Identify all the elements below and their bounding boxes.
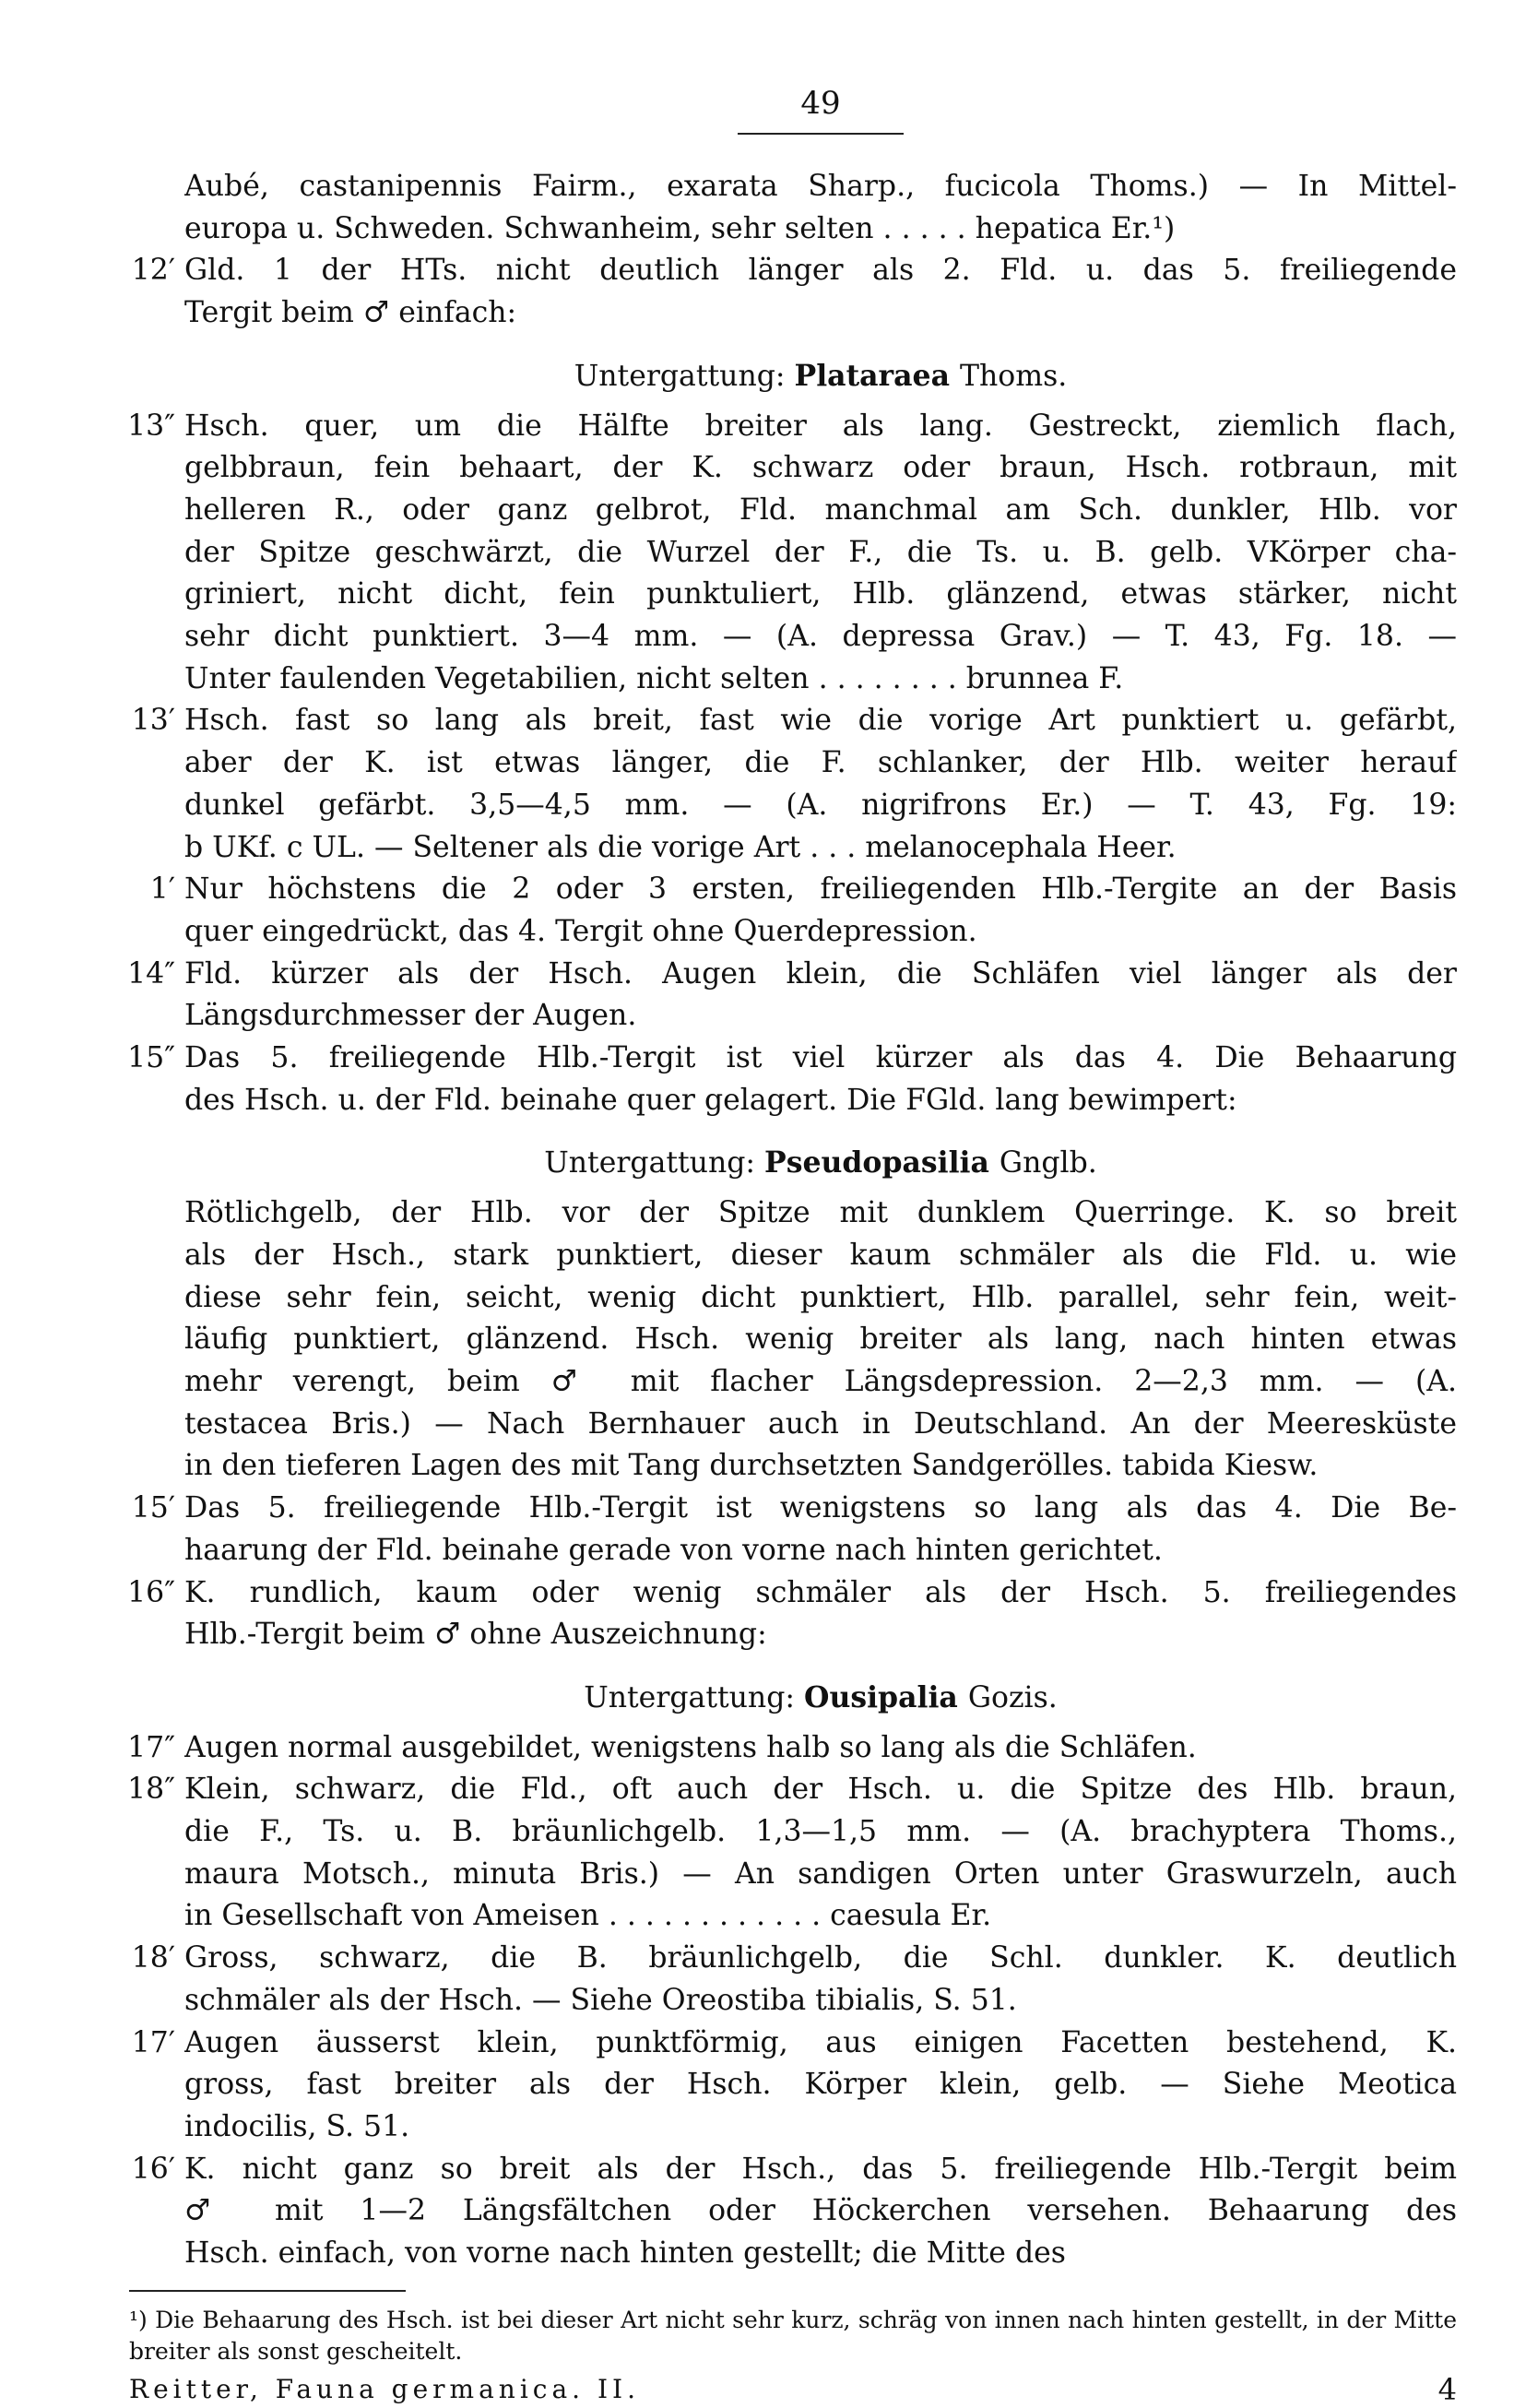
text-line: Tergit beim ♂ einfach: [184,296,517,330]
text-line: haarung der Fld. beinahe gerade von vorne nach hinten gerichtet. [184,1533,1163,1567]
text-line: K. nicht ganz so breit als der Hsch., das 5. freiliegende Hlb.-Tergit beim [184,2152,1457,2186]
text-line: gross, fast breiter als der Hsch. Körper klein, gelb. — Siehe Meotica [184,2068,1457,2102]
couplet-number: 17′ [131,2025,175,2059]
text-line: Klein, schwarz, die Fld., oft auch der Hsch. u. die Spitze des Hlb. braun, [184,1773,1457,1807]
subgenus-author: Gnglb. [999,1146,1097,1180]
text-line: Hsch. quer, um die Hälfte breiter als lang. Gestreckt, ziemlich flach, [184,409,1457,443]
text-line: indocilis, S. 51. [184,2109,410,2143]
couplet-number: 14″ [127,956,175,990]
text-line: des Hsch. u. der Fld. beinahe quer gelagert. Die FGld. lang bewimpert: [184,1083,1237,1117]
subgenus-heading [184,355,1457,398]
key-couplet [129,1488,1457,1572]
text-line: europa u. Schweden. Schwanheim, sehr selten . . . . . hepatica Er.¹) [184,211,1176,245]
couplet-number: 15′ [131,1491,175,1525]
subgenus-author: Gozis. [967,1680,1058,1714]
key-couplet [129,2149,1457,2275]
key-couplet [129,700,1457,869]
text-line: gelbbraun, fein behaart, der K. schwarz oder braun, Hsch. rotbraun, mit [184,451,1457,485]
text-line: der Spitze geschwärzt, die Wurzel der F., die Ts. u. B. gelb. VKörper cha- [184,535,1457,569]
text-line: die F., Ts. u. B. bräunlichgelb. 1,3—1,5 mm. — (A. brachyptera Thoms., [184,1815,1457,1849]
text-line: Hsch. einfach, von vorne nach hinten gestellt; die Mitte des [184,2236,1066,2271]
text-line: aber der K. ist etwas länger, die F. schlanker, der Hlb. weiter herauf [184,746,1457,780]
text-line: K. rundlich, kaum oder wenig schmäler als der Hsch. 5. freiliegendes [184,1575,1457,1609]
text-line: in Gesellschaft von Ameisen . . . . . . . . . . . . caesula Er. [184,1899,992,1933]
couplet-number: 16′ [131,2152,175,2186]
text-line: Gross, schwarz, die B. bräunlichgelb, die Schl. dunkler. K. deutlich [184,1941,1457,1975]
text-line: schmäler als der Hsch. — Siehe Oreostiba tibialis, S. 51. [184,1983,1017,2017]
subgenus-label: Untergattung: [574,359,795,393]
text-line: testacea Bris.) — Nach Bernhauer auch in Deutschland. An der Meeresküste [184,1406,1457,1441]
text-line: b UKf. c UL. — Seltener als die vorige Art . . . melanocephala Heer. [184,830,1177,864]
text-line: Fld. kürzer als der Hsch. Augen klein, die Schläfen viel länger als der [184,956,1457,990]
page-footer [129,2371,1457,2408]
footnote: ¹) Die Behaarung des Hsch. ist bei dieser Art nicht sehr kurz, schräg von innen nach hinten gestellt, in der Mitte breiter als sonst gescheitelt. [129,2306,1457,2365]
text-line: läufig punktiert, glänzend. Hsch. wenig breiter als lang, nach hinten etwas [184,1323,1457,1357]
text-line: mehr verengt, beim ♂ mit flacher Längsdepression. 2—2,3 mm. — (A. [184,1364,1457,1398]
text-line: Nur höchstens die 2 oder 3 ersten, freiliegenden Hlb.-Tergite an der Basis [184,872,1457,907]
text-line: Rötlichgelb, der Hlb. vor der Spitze mit dunklem Querringe. K. so breit [184,1196,1457,1230]
text-line: Längsdurchmesser der Augen. [184,999,637,1033]
text-line: Hlb.-Tergit beim ♂ ohne Auszeichnung: [184,1618,767,1652]
text-line: diese sehr fein, seicht, wenig dicht punktiert, Hlb. parallel, sehr fein, weit- [184,1280,1457,1314]
document-page [129,85,1457,2408]
footer-source: Reitter, Fauna germanica. II. [129,2373,640,2404]
subgenus-heading [184,1677,1457,1720]
couplet-number: 13′ [131,704,175,738]
key-couplet [129,406,1457,701]
key-couplet [129,954,1457,1038]
text-line: Aubé, castanipennis Fairm., exarata Sharp., fucicola Thoms.) — In Mittel- [184,170,1457,203]
couplet-number: 12′ [131,254,175,288]
text-line: als der Hsch., stark punktiert, dieser kaum schmäler als die Fld. u. wie [184,1238,1457,1272]
couplet-number: 18′ [131,1941,175,1975]
couplet-number: 1′ [149,872,175,907]
couplet-number: 17″ [127,1730,175,1764]
text-paragraph [129,166,1457,250]
text-line: Das 5. freiliegende Hlb.-Tergit ist viel kürzer als das 4. Die Behaarung [184,1041,1457,1075]
couplet-number: 13″ [127,409,175,443]
text-line: Unter faulenden Vegetabilien, nicht selten . . . . . . . . brunnea F. [184,661,1124,695]
couplet-number: 18″ [127,1773,175,1807]
signature-mark: 4 [1437,2371,1457,2407]
text-paragraph [129,1192,1457,1488]
text-line: in den tieferen Lagen des mit Tang durchsetzten Sandgerölles. tabida Kiesw. [184,1449,1319,1483]
key-couplet [129,250,1457,334]
subgenus-heading [184,1142,1457,1185]
text-line: Das 5. freiliegende Hlb.-Tergit ist wenigstens so lang als das 4. Die Be- [184,1491,1457,1525]
key-couplet [129,1572,1457,1656]
key-couplet [129,869,1457,953]
couplet-number: 16″ [127,1575,175,1609]
text-line: Augen äusserst klein, punktförmig, aus einigen Facetten bestehend, K. [184,2025,1457,2059]
body-text [129,166,1457,2275]
text-line: Gld. 1 der HTs. nicht deutlich länger als 2. Fld. u. das 5. freiliegende [184,254,1457,288]
text-line: griniert, nicht dicht, fein punktuliert, Hlb. glänzend, etwas stärker, nicht [184,577,1457,611]
subgenus-label: Untergattung: [584,1680,805,1714]
page-number: 49 [800,85,841,122]
key-couplet [129,1938,1457,2022]
subgenus-name: Pseudopasilia [764,1145,1000,1180]
subgenus-author: Thoms. [959,359,1068,393]
key-couplet [129,1038,1457,1121]
text-line: ♂ mit 1—2 Längsfältchen oder Höckerchen versehen. Behaarung des [184,2194,1457,2228]
key-couplet [129,1727,1457,1770]
text-line: Augen normal ausgebildet, wenigstens halb so lang als die Schläfen. [184,1730,1197,1764]
text-line: dunkel gefärbt. 3,5—4,5 mm. — (A. nigrifrons Er.) — T. 43, Fg. 19: [184,788,1457,822]
text-line: helleren R., oder ganz gelbrot, Fld. manchmal am Sch. dunkler, Hlb. vor [184,492,1457,527]
key-couplet [129,1769,1457,1938]
footnote-rule [129,2290,406,2292]
header-rule [738,133,904,135]
text-line: maura Motsch., minuta Bris.) — An sandigen Orten unter Graswurzeln, auch [184,1856,1457,1891]
subgenus-name: Ousipalia [804,1679,968,1714]
subgenus-name: Plataraea [794,358,960,393]
text-line: quer eingedrückt, das 4. Tergit ohne Querdepression. [184,914,977,948]
subgenus-label: Untergattung: [544,1146,765,1180]
text-line: Hsch. fast so lang als breit, fast wie die vorige Art punktiert u. gefärbt, [184,704,1457,738]
key-couplet [129,2022,1457,2149]
text-line: sehr dicht punktiert. 3—4 mm. — (A. depressa Grav.) — T. 43, Fg. 18. — [184,620,1457,654]
couplet-number: 15″ [127,1041,175,1075]
